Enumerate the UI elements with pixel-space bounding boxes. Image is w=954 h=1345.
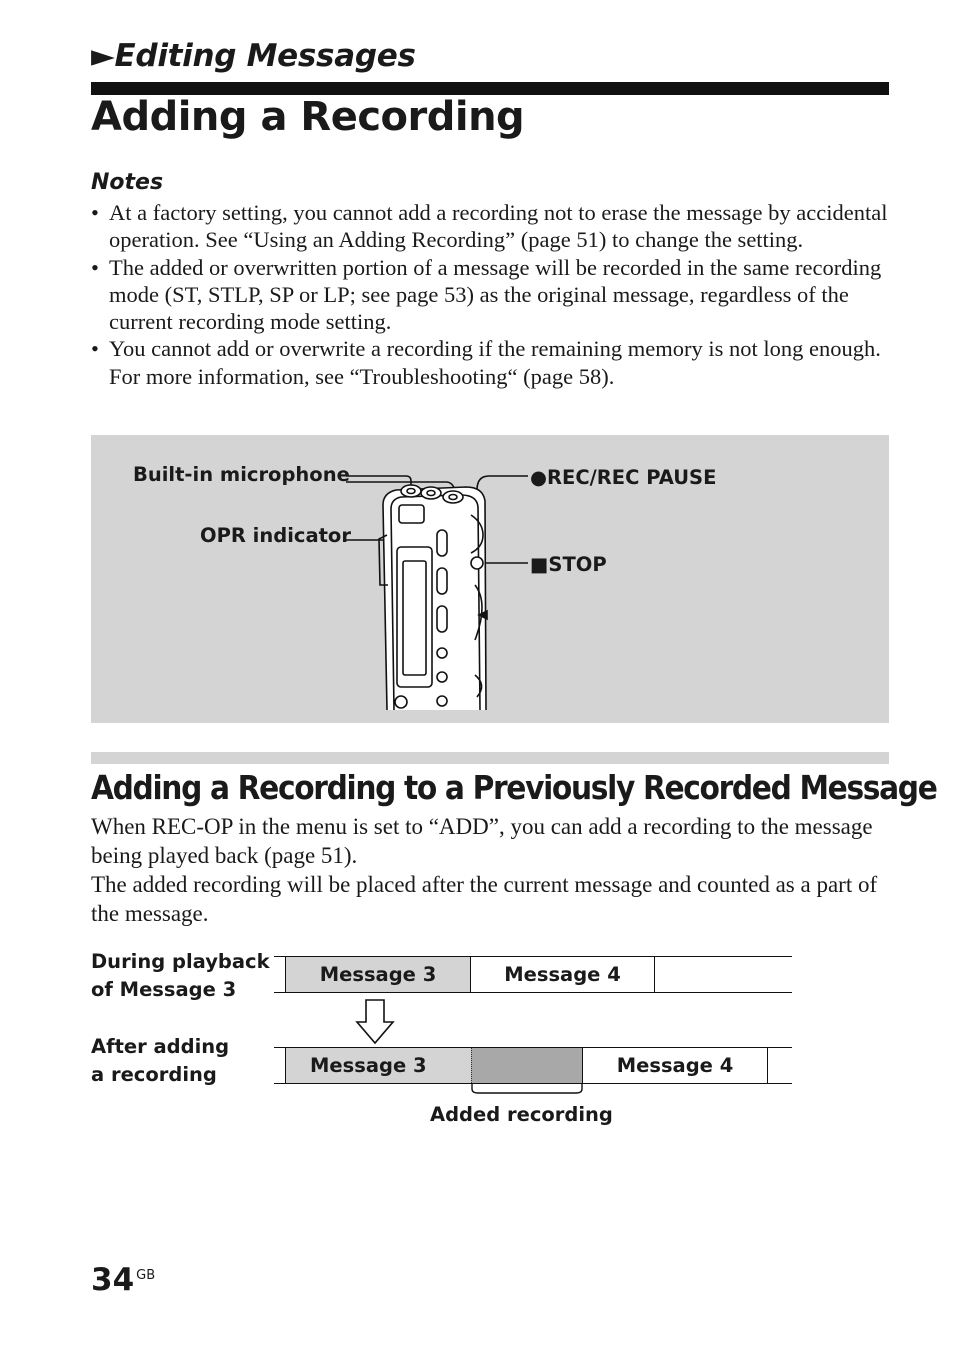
message-3-segment: Message 3 bbox=[285, 957, 471, 992]
bullet-icon: • bbox=[91, 200, 99, 225]
body-paragraph: The added recording will be placed after the current message and counted as a part of the message. bbox=[91, 872, 878, 926]
added-recording-segment bbox=[471, 1048, 583, 1083]
note-item: • The added or overwritten portion of a message will be recorded in the same recording mode (ST, STLP, SP or LP; see page 53) as the original message, regardless of the current recording mode setting. bbox=[91, 254, 882, 335]
triangle-right-icon: ► bbox=[91, 38, 115, 74]
after-message-bar bbox=[274, 1047, 792, 1084]
bullet-icon: • bbox=[91, 254, 99, 280]
message-4-segment: Message 4 bbox=[471, 957, 655, 992]
note-item: • You cannot add or overwrite a recording if the remaining memory is not long enough. For more information, see “Troubleshooting“ (page 58). bbox=[91, 336, 881, 389]
section-label-text: Editing Messages bbox=[114, 38, 416, 74]
message-4-segment: Message 4 bbox=[583, 1048, 768, 1083]
section-title: Adding a Recording to a Previously Recorded Message bbox=[91, 768, 937, 807]
device-figure bbox=[91, 435, 889, 723]
notes-heading: Notes bbox=[91, 170, 164, 195]
before-label: During playback of Message 3 bbox=[91, 950, 270, 1001]
voice-recorder-illustration bbox=[91, 435, 889, 723]
rec-pause-label: ●REC/REC PAUSE bbox=[530, 466, 717, 489]
note-item: • At a factory setting, you cannot add a recording not to erase the message by accidental operation. See “Using an Adding Recording” (page 51) to change the setting. bbox=[91, 200, 888, 253]
added-recording-label: Added recording bbox=[430, 1103, 613, 1126]
arrow-down-icon bbox=[355, 998, 395, 1046]
notes-list bbox=[91, 199, 891, 390]
before-message-bar bbox=[274, 956, 792, 993]
added-recording-brace bbox=[470, 1083, 584, 1097]
bullet-icon: • bbox=[91, 336, 99, 362]
message-3-segment: Message 3 bbox=[285, 1048, 471, 1083]
stop-label: ■STOP bbox=[530, 553, 607, 576]
page-suffix: GB bbox=[136, 1267, 156, 1283]
section-label bbox=[91, 38, 416, 74]
after-label: After adding a recording bbox=[91, 1035, 230, 1086]
page-title: Adding a Recording bbox=[91, 94, 525, 140]
built-in-microphone-label: Built-in microphone bbox=[133, 463, 350, 486]
body-paragraph: When REC-OP in the menu is set to “ADD”, you can add a recording to the message being played back (page 51). bbox=[91, 814, 873, 868]
opr-indicator-label: OPR indicator bbox=[200, 524, 351, 547]
section-rule bbox=[91, 752, 889, 764]
page-number: 34 $^{GB}$ bbox=[91, 1262, 156, 1298]
